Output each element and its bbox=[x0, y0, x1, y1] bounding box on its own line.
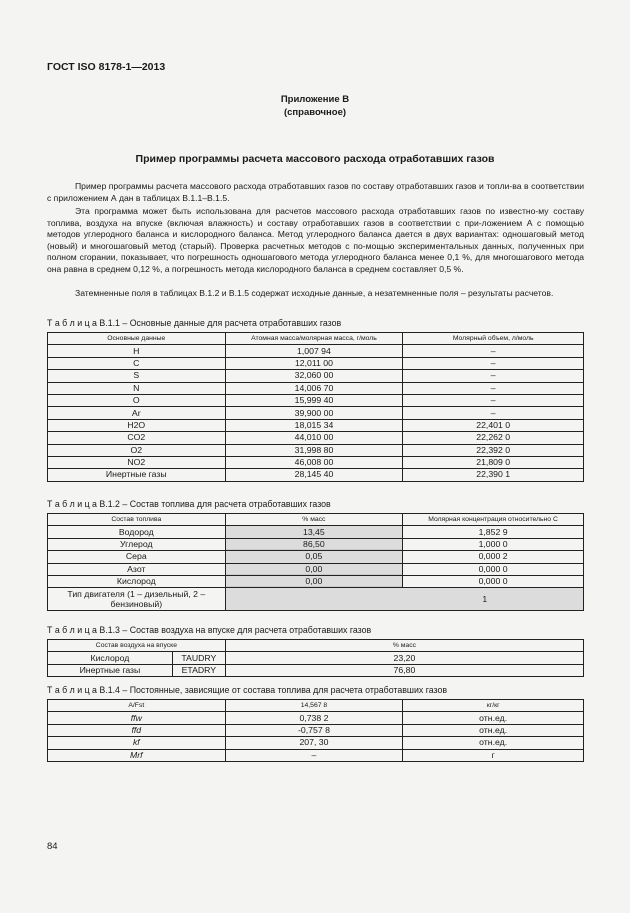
paragraph-2 bbox=[47, 206, 584, 276]
table-cell: Кислород bbox=[48, 652, 173, 664]
table-cell: Кислород bbox=[48, 575, 226, 587]
table-cell: 1,000 0 bbox=[403, 538, 584, 550]
table-cell: 76,80 bbox=[225, 664, 583, 676]
table-row bbox=[48, 394, 584, 406]
table-row bbox=[48, 724, 584, 736]
table-cell: Инертные газы bbox=[48, 664, 173, 676]
table-cell: H2O bbox=[48, 419, 226, 431]
table3-header-cell: % масс bbox=[225, 640, 583, 652]
table-cell: 46,008 00 bbox=[225, 456, 403, 468]
table2-header-cell: Молярная концентрация относительно С bbox=[403, 514, 584, 526]
paragraph-3-text: Затемненные поля в таблицах В.1.2 и В.1.5 содержат исходные данные, а незатемненные поля – результаты расчетов. bbox=[75, 288, 554, 298]
table-cell: H bbox=[48, 345, 226, 357]
table-cell: г bbox=[403, 749, 584, 761]
table-cell: Инертные газы bbox=[48, 469, 226, 481]
table-cell: TAUDRY bbox=[172, 652, 225, 664]
table-row bbox=[48, 382, 584, 394]
paragraph-1 bbox=[47, 181, 584, 204]
paragraph-3 bbox=[47, 288, 584, 300]
table-cell: 14,006 70 bbox=[225, 382, 403, 394]
table4-header-cell: A/Fst bbox=[48, 700, 226, 712]
table-cell: – bbox=[403, 394, 584, 406]
table4-header-cell: кг/кг bbox=[403, 700, 584, 712]
appendix-title: Приложение В bbox=[280, 94, 350, 105]
input-cell[interactable]: 0,00 bbox=[225, 575, 403, 587]
table-cell: 207, 30 bbox=[225, 737, 403, 749]
table-cell: 0,738 2 bbox=[225, 712, 403, 724]
table-cell: 28,145 40 bbox=[225, 469, 403, 481]
main-title: Пример программы расчета массового расхода отработавших газов bbox=[135, 153, 495, 165]
input-cell[interactable]: 0,00 bbox=[225, 563, 403, 575]
table-cell: Сера bbox=[48, 551, 226, 563]
input-cell[interactable]: 13,45 bbox=[225, 526, 403, 538]
table2-header-cell: Состав топлива bbox=[48, 514, 226, 526]
table-row bbox=[48, 712, 584, 724]
table4-header-row bbox=[48, 700, 584, 712]
table-cell: 21,809 0 bbox=[403, 456, 584, 468]
table3-header-cell: Состав воздуха на впуске bbox=[48, 640, 226, 652]
engine-type-label: Тип двигателя (1 – дизельный, 2 – бензиновый) bbox=[48, 588, 226, 611]
table-cell: – bbox=[403, 357, 584, 369]
table-row bbox=[48, 664, 584, 676]
paragraph-1-text: Пример программы расчета массового расхода отработавших газов по составу отработавших газов и топли-ва в соответствии с приложением А дан в таблицах В.1.1–В.1.5. bbox=[47, 181, 584, 203]
table4 bbox=[47, 699, 584, 762]
table-cell: 12,011 00 bbox=[225, 357, 403, 369]
table-cell: отн.ед. bbox=[403, 737, 584, 749]
appendix-subtitle: (справочное) bbox=[283, 107, 347, 118]
table-cell: Азот bbox=[48, 563, 226, 575]
table-row bbox=[48, 419, 584, 431]
table-cell: 0,000 0 bbox=[403, 575, 584, 587]
table4-header-cell: 14,567 8 bbox=[225, 700, 403, 712]
table2-header-row bbox=[48, 514, 584, 526]
table-cell: отн.ед. bbox=[403, 724, 584, 736]
table-cell: ffw bbox=[48, 712, 226, 724]
table-cell: 1,007 94 bbox=[225, 345, 403, 357]
table2-header-cell: % масс bbox=[225, 514, 403, 526]
table-cell: – bbox=[403, 345, 584, 357]
table-row bbox=[48, 345, 584, 357]
table-cell: – bbox=[225, 749, 403, 761]
table-cell: 32,060 00 bbox=[225, 370, 403, 382]
appendix-heading bbox=[0, 93, 630, 119]
table1-header-cell: Основные данные bbox=[48, 333, 226, 345]
table-row bbox=[48, 469, 584, 481]
table3-caption: Т а б л и ц а В.1.3 – Состав воздуха на впуске для расчета отработавших газов bbox=[47, 625, 372, 635]
input-cell[interactable]: 0,05 bbox=[225, 551, 403, 563]
table-cell: 22,390 1 bbox=[403, 469, 584, 481]
table-row bbox=[48, 357, 584, 369]
table-row bbox=[48, 575, 584, 587]
table-row bbox=[48, 407, 584, 419]
table-cell: 22,401 0 bbox=[403, 419, 584, 431]
table-cell: NO2 bbox=[48, 456, 226, 468]
table-cell: 39,900 00 bbox=[225, 407, 403, 419]
table-cell: Ar bbox=[48, 407, 226, 419]
paragraph-2-text: Эта программа может быть использована для расчетов массового расхода отработавших газов по известно-му составу топлива, воздуха на впуске (включая влажность) и составу отработавших газов в соответствии с при-ложением А с помощью методов углеродного баланса и кислородного баланса. Метод углеродного баланса дается в двух вариантах: одношаговый метод (новый) и многошаговый метод (старый). Проверка расчетных методов с по-мощью экспериментальных данных, полученных при полном сгорании, показывает, что погрешность одношагового метода углеродного баланса менее 0,1 %, для многошагового метода она равна в среднем 0,12 %, а погрешность метода кислородного баланса в среднем составляет 0,5 %. bbox=[47, 206, 584, 274]
table-row bbox=[48, 456, 584, 468]
engine-type-input[interactable]: 1 bbox=[225, 588, 583, 611]
input-cell[interactable]: 86,50 bbox=[225, 538, 403, 550]
table1-header-cell: Молярный объем, л/моль bbox=[403, 333, 584, 345]
table-cell: 1,852 9 bbox=[403, 526, 584, 538]
table-cell: 22,262 0 bbox=[403, 432, 584, 444]
table-cell: 31,998 80 bbox=[225, 444, 403, 456]
table-cell: kf bbox=[48, 737, 226, 749]
table-cell: 44,010 00 bbox=[225, 432, 403, 444]
table1-header-row bbox=[48, 333, 584, 345]
table-cell: N bbox=[48, 382, 226, 394]
table-cell: ffd bbox=[48, 724, 226, 736]
table-cell: – bbox=[403, 407, 584, 419]
table-cell: Водород bbox=[48, 526, 226, 538]
table-row bbox=[48, 370, 584, 382]
table3 bbox=[47, 639, 584, 677]
table-cell: ETADRY bbox=[172, 664, 225, 676]
table4-caption: Т а б л и ц а В.1.4 – Постоянные, зависящие от состава топлива для расчета отработавших газов bbox=[47, 685, 448, 695]
table-cell: 0,000 2 bbox=[403, 551, 584, 563]
table-row bbox=[48, 444, 584, 456]
table-row bbox=[48, 737, 584, 749]
document-header: ГОСТ ISO 8178-1—2013 bbox=[47, 61, 166, 73]
table1-header-cell: Атомная масса/молярная масса, г/моль bbox=[225, 333, 403, 345]
table-cell: Mrf bbox=[48, 749, 226, 761]
table-row bbox=[48, 551, 584, 563]
table-cell: Углерод bbox=[48, 538, 226, 550]
table-cell: 22,392 0 bbox=[403, 444, 584, 456]
engine-type-row bbox=[48, 588, 584, 611]
table1 bbox=[47, 332, 584, 482]
table-cell: -0,757 8 bbox=[225, 724, 403, 736]
table-row bbox=[48, 526, 584, 538]
table-row bbox=[48, 538, 584, 550]
table-cell: 15,999 40 bbox=[225, 394, 403, 406]
table-cell: 23,20 bbox=[225, 652, 583, 664]
table-cell: O bbox=[48, 394, 226, 406]
table2 bbox=[47, 513, 584, 611]
table2-caption: Т а б л и ц а В.1.2 – Состав топлива для расчета отработавших газов bbox=[47, 499, 331, 509]
table-cell: 0,000 0 bbox=[403, 563, 584, 575]
table-cell: CO2 bbox=[48, 432, 226, 444]
table-row bbox=[48, 749, 584, 761]
table-cell: C bbox=[48, 357, 226, 369]
table-cell: O2 bbox=[48, 444, 226, 456]
table1-caption: Т а б л и ц а В.1.1 – Основные данные для расчета отработавших газов bbox=[47, 318, 342, 328]
table-cell: – bbox=[403, 370, 584, 382]
table-cell: S bbox=[48, 370, 226, 382]
table-cell: отн.ед. bbox=[403, 712, 584, 724]
table-row bbox=[48, 563, 584, 575]
table-cell: 18,015 34 bbox=[225, 419, 403, 431]
table-row bbox=[48, 432, 584, 444]
table-row bbox=[48, 652, 584, 664]
table3-header-row bbox=[48, 640, 584, 652]
table-cell: – bbox=[403, 382, 584, 394]
page-number: 84 bbox=[47, 841, 58, 852]
